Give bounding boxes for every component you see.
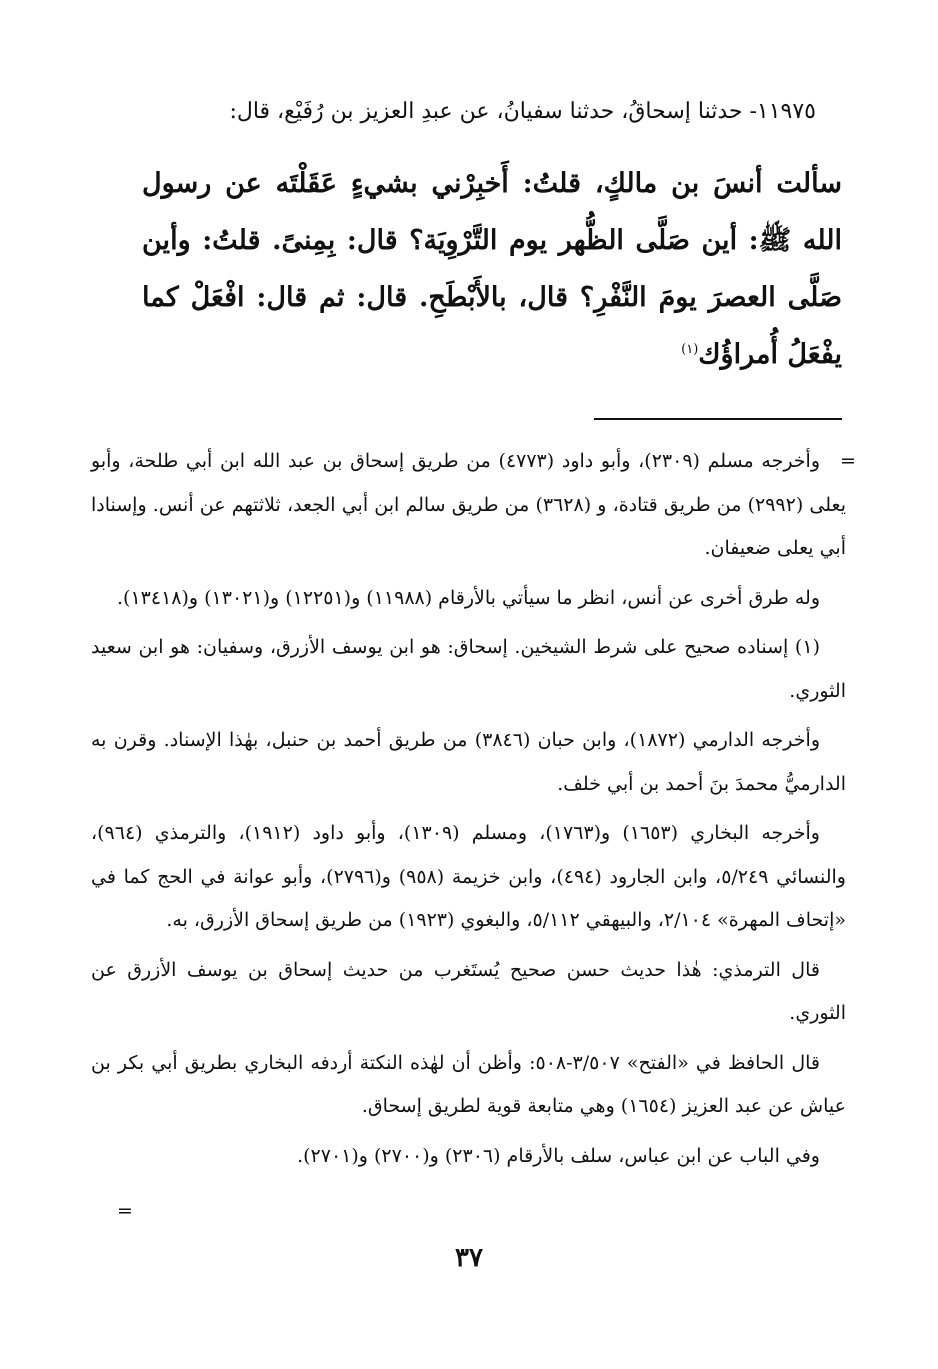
- footnote-paragraph: قال الترمذي: هٰذا حديث حسن صحيح يُستَغرب من حديث إسحاق بن يوسف الأزرق عن الثوري.: [91, 958, 846, 1024]
- hadith-matn-text: سألت أنسَ بن مالكٍ، قلتُ: أَخبِرْني بشيءٍ عَقَلْتَه عن رسول الله ﷺ: أين صَلَّى الظُّهر يوم التَّرْوِيَة؟ قال: بِمِنىً. قلتُ: وأين صَلَّى العصرَ يومَ النَّفْرِ؟ قال، بالأَبْطَحِ. قال: ثم قال: افْعَلْ كما يفْعَلُ أُمراؤُك: [142, 168, 842, 370]
- footnote-separator: [594, 418, 842, 420]
- footnote-paragraph: وله طرق أخرى عن أنس، انظر ما سيأتي بالأرقام (١١٩٨٨) و(١٢٢٥١) و(١٣٠٢١) و(١٣٤١٨).: [117, 586, 820, 609]
- footnote-paragraph: وأخرجه الدارمي (١٨٧٢)، وابن حبان (٣٨٤٦) من طريق أحمد بن حنبل، بهٰذا الإسناد. وقرن به الدارميُّ محمدَ بنَ أحمد بن أبي خلف.: [91, 729, 846, 795]
- footnote-paragraph: (١) إسناده صحيح على شرط الشيخين. إسحاق: هو ابن يوسف الأزرق، وسفيان: هو ابن سعيد الثوري.: [91, 636, 846, 702]
- continuation-mark-start: =: [840, 450, 856, 472]
- footnote-reference: (١): [681, 342, 699, 357]
- hadith-matn: [142, 155, 842, 383]
- footnote-paragraph: وأخرجه مسلم (٢٣٠٩)، وأبو داود (٤٧٧٣) من طريق إسحاق بن عبد الله ابن أبي طلحة، وأبو يعلى (٢٩٩٢) من طريق قتادة، و (٣٦٢٨) من طريق سالم ابن أبي الجعد، ثلاثتهم عن أنس. وإسنادا أبي يعلى ضعيفان.: [91, 450, 846, 559]
- continuation-mark-end: =: [117, 1200, 133, 1222]
- footnotes: [91, 440, 846, 1184]
- footnote-paragraph: قال الحافظ في «الفتح» ٣/٥٠٧-٥٠٨: وأظن أن لهٰذه النكتة أردفه البخاري بطريق أبي بكر بن عياش عن عبد العزيز (١٦٥٤) وهي متابعة قوية لطريق إسحاق.: [91, 1051, 846, 1117]
- footnote-paragraph: وأخرجه البخاري (١٦٥٣) و(١٧٦٣)، ومسلم (١٣٠٩)، وأبو داود (١٩١٢)، والترمذي (٩٦٤)، والنسائي ٥/٢٤٩، وابن الجارود (٤٩٤)، وابن خزيمة (٩٥٨) و(٢٧٩٦)، وأبو عوانة في الحج كما في «إتحاف المهرة» ٢/١٠٤، والبيهقي ٥/١١٢، والبغوي (١٩٢٣) من طريق إسحاق الأزرق، به.: [91, 822, 846, 931]
- hadith-isnad: ١١٩٧٥- حدثنا إسحاقُ، حدثنا سفيانُ، عن عبدِ العزيز بن رُفَيْع، قال:: [229, 99, 816, 124]
- footnote-paragraph: وفي الباب عن ابن عباس، سلف بالأرقام (٢٣٠٦) و(٢٧٠٠) و(٢٧٠١).: [297, 1144, 820, 1167]
- page-number: ٣٧: [455, 1243, 483, 1273]
